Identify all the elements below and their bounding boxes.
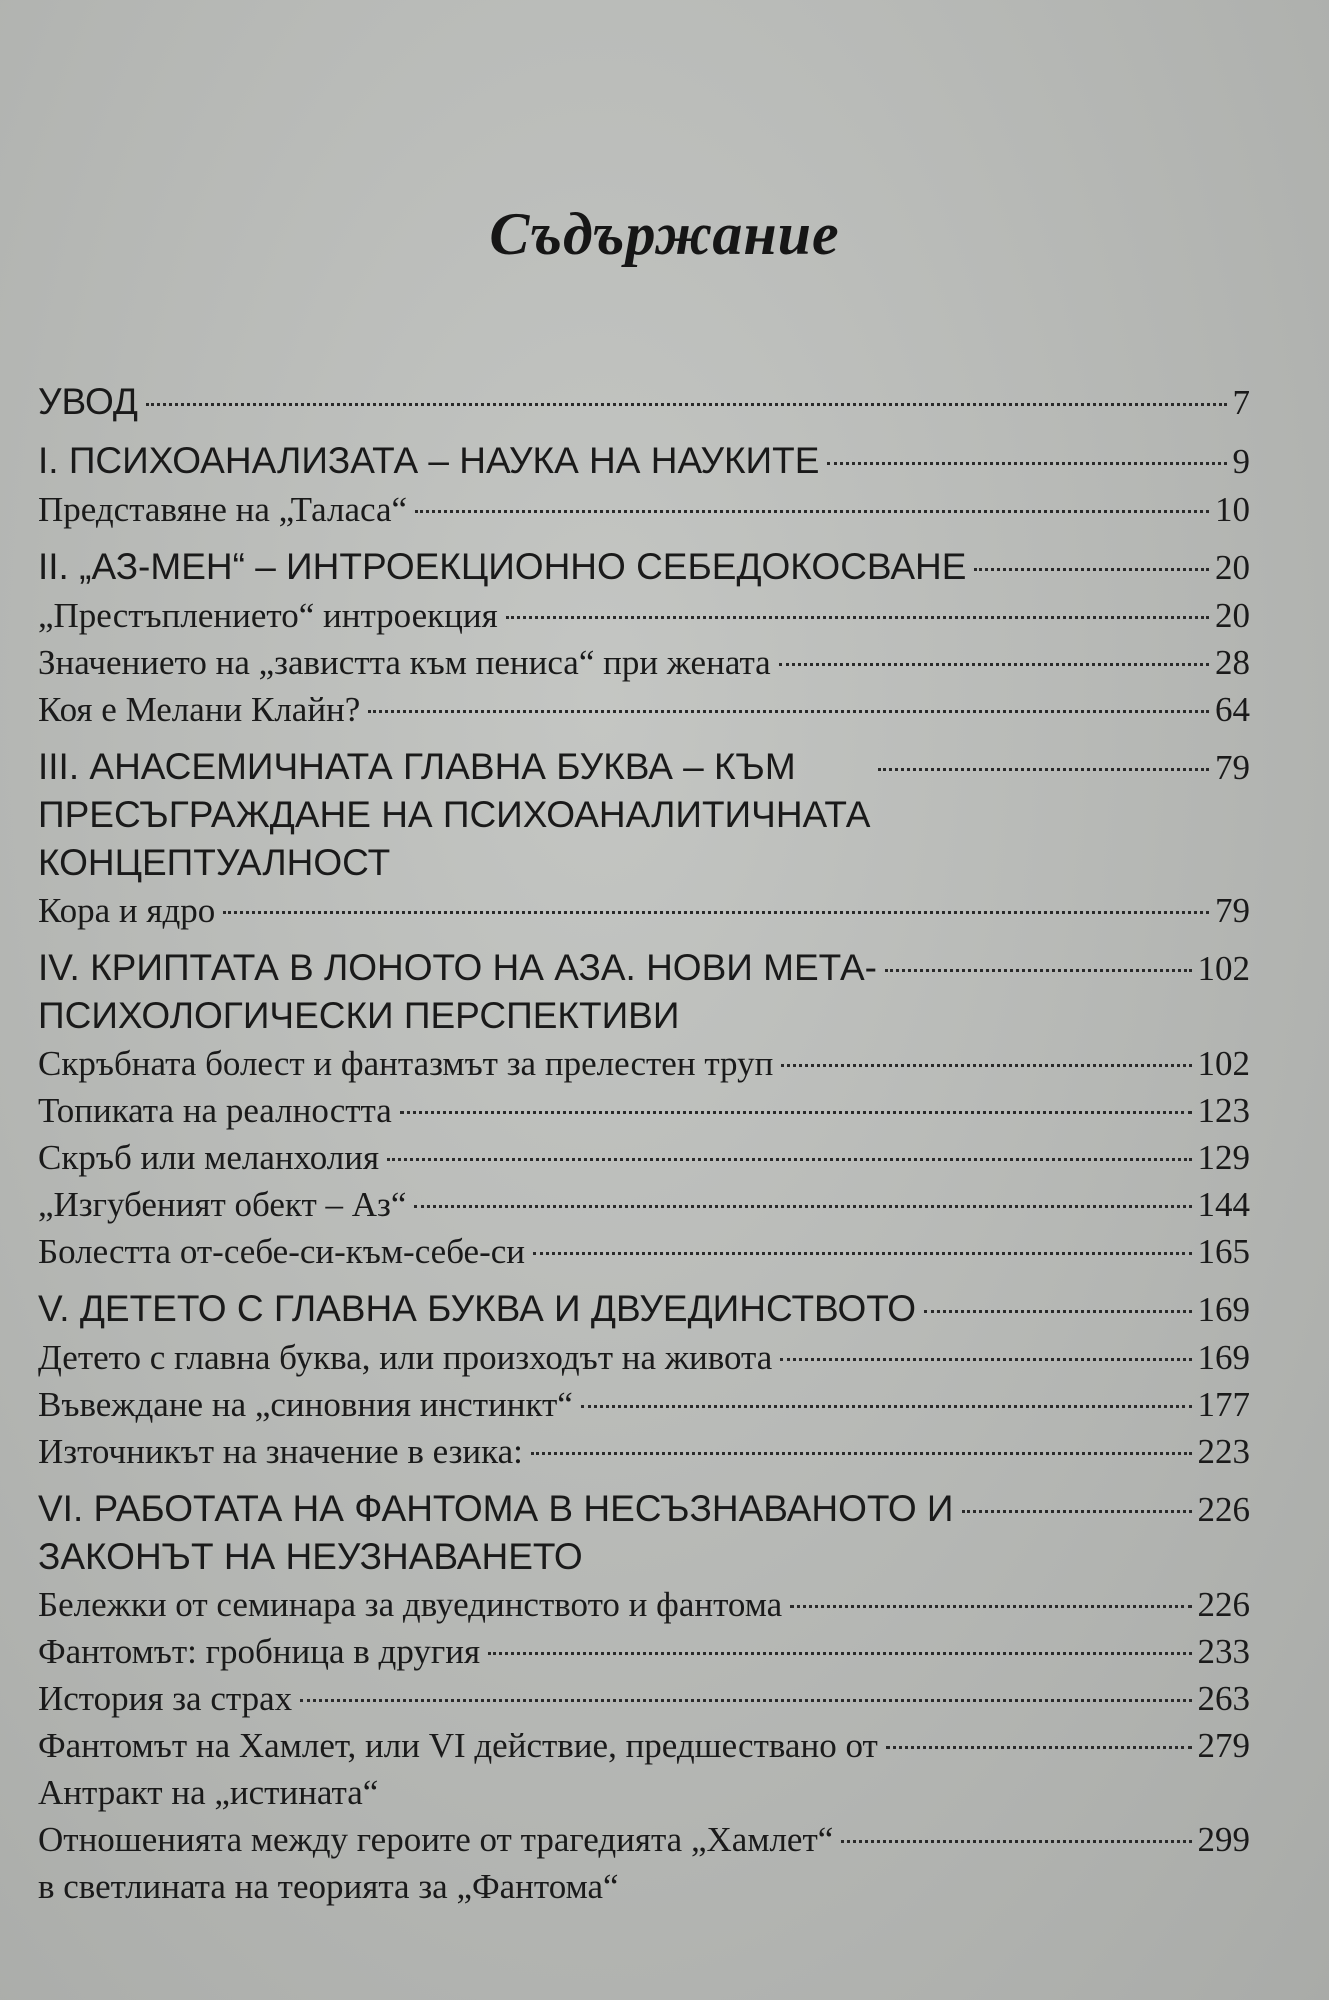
toc-entry-page-number: 226 <box>1197 1490 1250 1529</box>
toc-entry-label: II. „АЗ-МЕН“ – ИНТРОЕКЦИОННО СЕБЕДОКОСВАНЕ <box>38 546 967 587</box>
toc-section-entry <box>38 1675 1250 1722</box>
toc-entry-label: Коя е Мелани Клайн? <box>38 690 361 729</box>
toc-entry-label: Представяне на „Таласа“ <box>38 490 408 529</box>
toc-chapter-entry <box>38 1285 1250 1334</box>
page-title: Съдържание <box>489 201 840 267</box>
dot-leader <box>533 1252 1192 1255</box>
toc-entry-label: „Изгубеният обект – Аз“ <box>38 1185 407 1224</box>
toc-entry-page-number: 223 <box>1197 1432 1250 1471</box>
dot-leader <box>368 710 1209 713</box>
dot-leader <box>790 1605 1191 1608</box>
toc-section-entry <box>38 1381 1250 1428</box>
toc-section-entry <box>38 592 1250 639</box>
toc-section-entry <box>38 1087 1250 1134</box>
dot-leader <box>414 1205 1191 1208</box>
dot-leader <box>924 1310 1191 1313</box>
toc-chapter-entry <box>38 378 1250 427</box>
toc-chapter-entry <box>38 543 1250 592</box>
toc-entry-label: Скръб или меланхолия <box>38 1138 380 1177</box>
toc-chapter-entry <box>38 437 1250 486</box>
dot-leader <box>581 1405 1192 1408</box>
dot-leader <box>878 768 1209 771</box>
dot-leader <box>506 616 1209 619</box>
dot-leader <box>387 1158 1191 1161</box>
toc-entry-label: V. ДЕТЕТО С ГЛАВНА БУКВА И ДВУЕДИНСТВОТО <box>38 1288 917 1329</box>
toc-entry-page-number: 233 <box>1197 1632 1250 1671</box>
toc-entry-page-number: 20 <box>1215 596 1250 635</box>
toc-entry-label: „Престъплението“ интроекция <box>38 596 498 635</box>
toc-entry-page-number: 299 <box>1197 1820 1250 1859</box>
dot-leader <box>223 911 1209 914</box>
toc-entry-page-number: 79 <box>1215 748 1250 787</box>
dot-leader <box>885 969 1191 972</box>
toc-entry-label: Болестта от-себе-си-към-себе-си <box>38 1232 525 1271</box>
toc-section-entry <box>38 887 1250 934</box>
toc-entry-label: IV. КРИПТАТА В ЛОНОТО НА АЗА. НОВИ МЕТА- ПСИХОЛОГИЧЕСКИ ПЕРСПЕКТИВИ <box>38 947 878 1036</box>
toc-entry-page-number: 79 <box>1215 891 1250 930</box>
toc-section-entry <box>38 1428 1250 1475</box>
dot-leader <box>146 403 1227 406</box>
toc-entry-label: Източникът на значение в езика: <box>38 1432 523 1471</box>
toc-entry-label: История за страх <box>38 1679 293 1718</box>
toc-entry-page-number: 102 <box>1197 949 1250 988</box>
toc-section-entry <box>38 1628 1250 1675</box>
dot-leader <box>962 1510 1192 1513</box>
toc-entry-label: III. АНАСЕМИЧНАТА ГЛАВНА БУКВА – КЪМ ПРЕСЪГРАЖДАНЕ НА ПСИХОАНАЛИТИЧНАТА КОНЦЕПТУАЛНОСТ <box>38 746 871 883</box>
toc-entry-page-number: 165 <box>1197 1232 1250 1271</box>
toc-section-entry <box>38 486 1250 533</box>
toc-entry-label: Топиката на реалността <box>38 1091 392 1130</box>
toc-chapter-entry <box>38 944 1250 1040</box>
dot-leader <box>400 1111 1192 1114</box>
dot-leader <box>781 1064 1191 1067</box>
toc-entry-page-number: 169 <box>1197 1290 1250 1329</box>
toc-section-entry <box>38 686 1250 733</box>
toc-entry-page-number: 144 <box>1197 1185 1250 1224</box>
dot-leader <box>886 1746 1192 1749</box>
dot-leader <box>531 1452 1192 1455</box>
toc-entry-page-number: 123 <box>1197 1091 1250 1130</box>
toc-entry-page-number: 129 <box>1197 1138 1250 1177</box>
toc-chapter-entry <box>38 1485 1250 1581</box>
toc-section-entry <box>38 1181 1250 1228</box>
toc-section-entry <box>38 639 1250 686</box>
dot-leader <box>974 568 1209 571</box>
toc-entry-page-number: 169 <box>1197 1338 1250 1377</box>
toc-entry-page-number: 7 <box>1232 383 1250 422</box>
toc-entry-page-number: 279 <box>1197 1726 1250 1765</box>
dot-leader <box>841 1840 1191 1843</box>
toc-entry-label: Детето с главна буква, или произходът на живота <box>38 1338 773 1377</box>
toc-entry-page-number: 64 <box>1215 690 1250 729</box>
toc-entry-page-number: 102 <box>1197 1044 1250 1083</box>
toc-entry-page-number: 9 <box>1232 442 1250 481</box>
toc-section-entry <box>38 1040 1250 1087</box>
toc-entry-page-number: 263 <box>1197 1679 1250 1718</box>
toc-section-entry <box>38 1816 1250 1910</box>
toc-section-entry <box>38 1581 1250 1628</box>
toc-section-entry <box>38 1134 1250 1181</box>
dot-leader <box>300 1699 1191 1702</box>
toc-chapter-entry <box>38 743 1250 887</box>
dot-leader <box>780 1358 1191 1361</box>
table-of-contents <box>38 378 1250 1910</box>
toc-entry-label: Кора и ядро <box>38 891 216 930</box>
toc-section-entry <box>38 1334 1250 1381</box>
dot-leader <box>488 1652 1191 1655</box>
dot-leader <box>415 510 1209 513</box>
toc-entry-label: VI. РАБОТАТА НА ФАНТОМА В НЕСЪЗНАВАНОТО И ЗАКОНЪТ НА НЕУЗНАВАНЕТО <box>38 1488 954 1577</box>
toc-entry-label: I. ПСИХОАНАЛИЗАТА – НАУКА НА НАУКИТЕ <box>38 440 820 481</box>
toc-entry-page-number: 177 <box>1197 1385 1250 1424</box>
dot-leader <box>827 462 1226 465</box>
dot-leader <box>779 663 1209 666</box>
toc-entry-label: Фантомът на Хамлет, или VI действие, предшествано от Антракт на „истината“ <box>38 1726 878 1812</box>
toc-entry-label: Бележки от семинара за двуединството и фантома <box>38 1585 783 1624</box>
toc-entry-label: Въвеждане на „синовния инстинкт“ <box>38 1385 573 1424</box>
toc-entry-page-number: 28 <box>1215 643 1250 682</box>
toc-section-entry <box>38 1228 1250 1275</box>
toc-entry-label: Фантомът: гробница в другия <box>38 1632 481 1671</box>
toc-entry-page-number: 10 <box>1215 490 1250 529</box>
toc-entry-label: Значението на „завистта към пениса“ при жената <box>38 643 771 682</box>
toc-entry-page-number: 20 <box>1215 548 1250 587</box>
toc-section-entry <box>38 1722 1250 1816</box>
toc-entry-label: Отношенията между героите от трагедията „Хамлет“ в светлината на теорията за „Фантома“ <box>38 1820 834 1906</box>
toc-entry-label: УВОД <box>38 381 138 422</box>
toc-entry-label: Скръбната болест и фантазмът за прелестен труп <box>38 1044 774 1083</box>
toc-entry-page-number: 226 <box>1197 1585 1250 1624</box>
